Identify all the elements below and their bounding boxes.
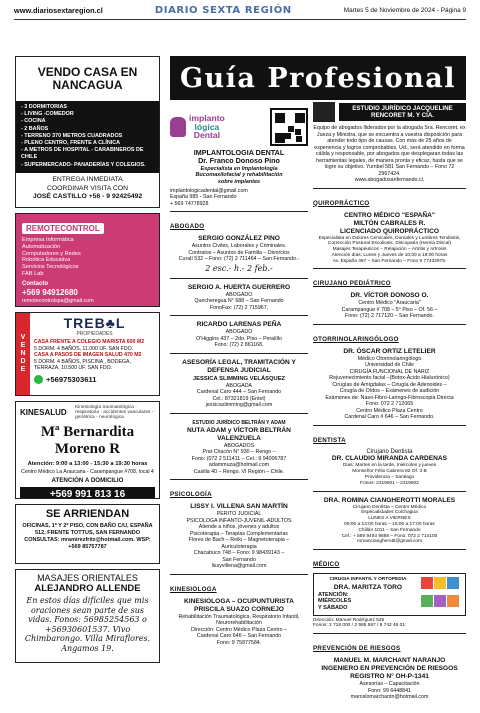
listing-name: KINESIOLOGA – OCUPUNTURISTA [184, 597, 294, 605]
listing-detail: TERRAZA, 10.500 UF. SAN FDO. [34, 365, 113, 372]
listing-line: FonoFax: (72) 2 715967. [209, 304, 269, 311]
classified-column [15, 56, 160, 668]
listing-priscila-suazo [170, 596, 308, 651]
listing-line: Exámenes de: Naso-Fibro-Laringo-Fibroscopia Directa [325, 394, 454, 401]
trebol-subtitle: PROPIEDADES [76, 331, 113, 337]
implanto-doctor: Dr. Franco Donoso Pino [198, 156, 280, 166]
trebol-listing [34, 339, 155, 352]
trebol-listing [34, 352, 155, 372]
feature-item: - SUPERMERCADO- PANADERÍAS Y COLEGIOS. [21, 161, 146, 168]
listing-name: DR. ÓSCAR ORTIZ LETELIER [343, 347, 436, 355]
listing-oscar-ortiz [313, 346, 466, 426]
trebol-phone[interactable]: +56975303611 [46, 374, 97, 384]
section-tag-psicologia: PSICOLOGÍA [170, 491, 212, 499]
listing-line: ABOGADO [225, 291, 253, 298]
listing-email[interactable]: marcelomarchantn@hotmail.com [350, 694, 429, 701]
guia-column-left [170, 104, 308, 653]
listing-line: ABOGADOS [223, 442, 255, 449]
ad-vendo-casa [15, 56, 160, 208]
listing-estudio-beltran [170, 417, 308, 481]
masajes-body: En estos días difíciles que mis oraciones sean parte de sus vidas. Fonos: 56985254563 o +56930601537. Vivo Chimbarongo. Villa Miraflores. Angamos 19. [24, 596, 151, 653]
service-item: FAB Lab [22, 270, 44, 277]
listing-line: 09:00 a 13:00 horas – 16:00 a 17:00 horas [344, 522, 435, 528]
section-tag-kinesiologa: KINESIOLOGA [170, 585, 217, 593]
listing-subname: JESSICA SLIMMING VELÁSQUEZ [192, 375, 286, 382]
trebol-body [30, 313, 159, 395]
listing-line: Cirujano Dentista [366, 448, 413, 455]
implanto-spec: sobre implantes [217, 179, 261, 185]
listing-line: INGENIERO EN PREVENCIÓN DE RIESGOS [321, 665, 458, 673]
listing-name: DR. CLAUDIO MIRANDA CARDENAS [331, 455, 448, 463]
listing-asesoria-legal [170, 357, 308, 414]
implanto-phone: + 569 74778928 [170, 200, 209, 207]
listing-line: Asuntos Civiles, Laborales y Criminales. [191, 243, 287, 250]
ad-casa-features [16, 101, 159, 173]
issue-date: Martes 5 de Noviembre de 2024 - Página 9 [343, 7, 466, 14]
listing-line: Rejuvenecimiento facial –(Botox-Ácido Hialurónico) [329, 375, 450, 382]
listing-line: Cardenal Caro 444 – San Fernando [196, 389, 282, 396]
kinesalud-home: ATENCIÓN A DOMICILIO [51, 477, 124, 485]
tooth-icon [170, 117, 186, 137]
masthead [14, 2, 466, 20]
listing-manuel-marchant [313, 655, 466, 705]
listing-line: LUNES A VIERNES [368, 516, 411, 522]
listing-subname: MILTÓN CABRALES R. [353, 219, 426, 227]
listing-line: Universidad de Chile [365, 362, 414, 369]
listing-line: Auriculoterapia [221, 543, 257, 550]
feature-item: - TERRENO 370 METROS CUADRADOS [21, 132, 123, 139]
listing-line: ATENCIÓN: [318, 591, 349, 598]
listing-subname: LICENCIADO QUIROPRÁCTICO [340, 227, 439, 235]
masajes-name: ALEJANDRO ALLENDE [34, 583, 141, 594]
vende-letter: E [20, 342, 26, 349]
listing-line: Y SÁBADO [318, 604, 348, 611]
section-tag-medico: MÉDICO [313, 561, 340, 569]
listing-implantologia [170, 104, 308, 212]
listing-line: Fonos: 2 718 000 / 2 585 597 / 9 742 46 01. [313, 623, 407, 629]
implanto-wordmark [189, 114, 225, 139]
remo-email: remotecontrolspa@gmail.com [22, 297, 94, 304]
masajes-title: MASAJES ORIENTALES [37, 573, 138, 583]
listing-email[interactable]: lissyvillena@gmail.com [211, 563, 267, 570]
listing-line: San Fernando [222, 556, 256, 563]
listing-line: Contratos – Asuntos de Familia – Divorcios [188, 249, 290, 256]
section-tag-pediatrico: CIRUJANO PEDIÁTRICO [313, 280, 391, 288]
listing-name: NUTA ADAM y VÍCTOR BELTRÁN VALENZUELA [187, 426, 291, 442]
section-tag-dentista: DENTISTA [313, 436, 346, 444]
kinesalud-phone[interactable]: +569 991 813 16 [20, 487, 155, 499]
feature-item: - PLENO CENTRO, FRENTE A CLÍNICA [21, 140, 121, 147]
listing-name: ASESORÍA LEGAL, TRAMITACIÓN Y DEFENSA JUDICIAL [182, 358, 296, 374]
listing-ricardo-larenas [170, 319, 308, 354]
listing-romina-cianghrotti [313, 495, 466, 551]
implanto-spec: Especialista en Implantología [200, 165, 278, 172]
listing-line: Carampangue # 708 – 5° Piso – Of. 56 – [341, 306, 438, 313]
vende-letter: V [20, 334, 26, 341]
listing-line: Quecheregua N° 688 – San Fernando [194, 298, 284, 305]
feature-item: - LIVING -COMEDOR [21, 111, 74, 118]
implanto-header: IMPLANTOLOGIA DENTAL [193, 148, 285, 157]
listing-claudio-miranda [313, 447, 466, 492]
guia-column-right [313, 100, 466, 708]
jur-title: ESTUDIO JURÍDICO JACQUELINE RENCORET M. Y CÍA. [339, 103, 466, 122]
listing-line: Asesorías – Capacitación [359, 681, 420, 688]
kinesalud-brand: KINESALUD [20, 408, 67, 417]
listing-line: Fono: (072 2 511411 – Cel.: 9 94006787 [191, 455, 287, 462]
maritza-info [318, 577, 418, 611]
listing-line: Cirugías de Amígdalas – Cirugía de Adenoides – [332, 381, 447, 388]
listing-header: ESTUDIO JURÍDICO BELTRÁN Y ADAM [192, 419, 286, 426]
feature-item: - 3 DORMITORIAS [21, 104, 68, 110]
ad-casa-title: VENDO CASA EN NANCAGUA [37, 65, 138, 92]
listing-sergio-gonzalez [170, 233, 308, 279]
listing-line: Cel.: + 569 9493 9888 – Fono: 072 2 714100 [341, 533, 438, 539]
maritza-box [313, 573, 466, 615]
implanto-logo-row [170, 106, 308, 149]
listing-line: Centro Médico "Araucaria" [358, 300, 421, 307]
service-item: Computadores y Redes [22, 250, 81, 257]
section-tag-otorrino: OTORRINOLARINGÓLOGO [313, 335, 399, 343]
listing-line: Chacabuco 748 – Fono: 9 98439143 – [193, 550, 285, 557]
listing-subname: PRISCILA SUAZO CORNEJO [194, 605, 284, 613]
listing-line: Fono: 99 6448841 [367, 687, 411, 694]
listing-line: Cirujano Dentista – Centro Médico [352, 504, 427, 510]
qr-code-icon[interactable] [270, 108, 308, 146]
feature-item: - A METROS DE HOSPITAL - CARABINEROS DE CHILE [21, 147, 144, 161]
listing-line: Fono: 9 75877584. [216, 639, 262, 646]
site-url[interactable]: www.diariosextaregion.cl [14, 6, 103, 15]
wordmark-line: Dental [193, 130, 221, 141]
whatsapp-icon [34, 375, 43, 384]
listing-name: RICARDO LARENAS PEÑA [196, 321, 282, 329]
section-tag-abogado: ABOGADO [170, 223, 205, 231]
listing-name: LISSY I. VILLENA SAN MARTÍN [190, 503, 288, 511]
listing-title: CASA FRENTE A COLEGIO MARISTA 600 M2 [34, 339, 145, 345]
listing-email[interactable]: adammuza@hotmail.com [208, 462, 270, 469]
feature-item: - COCINA [21, 118, 46, 125]
handwritten-note: 2 esc.- h.- 2 feb.- [205, 263, 273, 273]
listing-line: ABOGADO [225, 329, 253, 336]
listing-line: Especialidades Colchagua [361, 510, 418, 516]
listing-line: Prat Chacón N° 930 – Rengo – [202, 449, 276, 456]
kinesalud-center: Centro Médico La Araucaria - Carampangue #708, local 4 [21, 469, 154, 476]
section-tag-prevencion: PREVENCIÓN DE RIESGOS [313, 645, 401, 653]
children-drawing-icon [421, 577, 461, 611]
vende-letter: E [20, 366, 26, 373]
implanto-addr: España 985 - San Fernando [170, 194, 237, 201]
arriendan-title: SE ARRIENDAN [45, 508, 130, 520]
listing-line: Flores de Bach – Reiki – Magnetoterapia – [188, 537, 290, 544]
implanto-logo [170, 108, 264, 146]
ad-casa-line2: COORDINAR VISITA CON [46, 184, 129, 192]
listing-line: Rehabilitación Traumatológica, Respiratorio Infantil, Neurorehabilitación [178, 613, 300, 627]
listing-line: CIRUGIA INFANTIL Y ORTOPEDIA [329, 577, 407, 583]
listing-line: Días: Martes en la tarde, miércoles y jueves [342, 463, 437, 469]
ad-masajes [15, 569, 160, 663]
listing-line: Atención días: Lunes y Jueves de 10:00 a 18:00 horas [331, 252, 448, 258]
kinesalud-brand-sub: Kinesiología traumatológica - respiratoria - accidentes vasculares - geriátrica - neurológica [75, 405, 154, 420]
listing-line: Cirugía de Oídos – Exámenes de audición [339, 388, 440, 395]
arriendan-body: OFICINAS, 1º Y 2º PISO, CON BAÑO C/U, ESPAÑA 512, FRENTE TOTTUS, SAN FERNANDO CONSULTAS: mramirezfritz@hotmail.com. WSP: +569 85757787 [22, 523, 153, 550]
service-item: Automatización [22, 243, 61, 250]
listing-name: DRA. ROMINA CIANGHEROTTI MORALES [323, 496, 456, 504]
listing-email[interactable]: jessicaslimming@gmail.com [205, 402, 273, 409]
listing-line: Chillán 1011 – San Fernando [358, 527, 421, 533]
listing-line: Psicoterapia – Terapias Complementarias [190, 530, 288, 537]
listing-line: Cardenal Caro # 646 – San Fernando. [344, 414, 435, 421]
listing-detail: 5 DORM. 4 BAÑOS, 11.000 UF. SAN FDO. [34, 345, 134, 352]
listing-title: CASA A PASOS DE IMAGEN SALUD 470 M2 [34, 352, 142, 359]
listing-line: Casilla 40 – Rengo. VI Región – Chile. [193, 468, 285, 475]
jur-header [313, 102, 466, 122]
listing-line: Providencia – Santiago [364, 475, 415, 481]
remotecontrol-logo: REMOTECONTROL [22, 223, 104, 234]
vende-letter: N [20, 350, 26, 357]
guia-title: Guía Profesional [179, 62, 457, 94]
listing-name: MANUEL M. MARCHANT NARANJO [333, 657, 446, 665]
listing-sergio-huerta [170, 282, 308, 317]
wordmark-line: implanto [189, 113, 225, 124]
trebol-vende-band [16, 313, 30, 395]
listing-line: Masajes Terapéuticos – Relajación – Artritis y Artrosis [332, 247, 447, 253]
vende-letter: D [20, 358, 26, 365]
kinesalud-hours: Atención: 9:00 a 13:00 - 15:30 a 19:30 horas [27, 461, 148, 467]
listing-line: REGISTRO N° OH-P-1341 [350, 673, 429, 681]
listing-name: DRA. MARITZA TORO [333, 583, 403, 591]
law-firm-logo-icon [313, 102, 335, 122]
listing-line: Cardenal Caro 646 – San Fernando [196, 633, 282, 640]
listing-line: Monseñor Félix Cabrera 82 Of. 3 B [352, 469, 427, 475]
listing-name: SERGIO GONZÁLEZ PINO [198, 235, 280, 243]
ad-casa-footer [16, 173, 159, 202]
listing-line: Médico Otorrinolaringólogo [357, 355, 422, 362]
listing-victor-donoso [313, 290, 466, 325]
remo-phone: +569 94912680 [22, 287, 78, 297]
wordmark-line: lógica [194, 121, 220, 132]
ad-casa-contact: JOSÉ CASTILLO +56 - 9 92425492 [32, 193, 143, 201]
listing-line: ABOGADA [225, 382, 253, 389]
listing-line: Centro Médico Plaza Centro [356, 407, 423, 414]
ad-casa-line1: ENTREGA INMEDIATA [52, 176, 123, 183]
listing-name: DR. VÍCTOR DONOSO O. [350, 292, 429, 300]
remo-services [22, 237, 153, 278]
listing-line: PSICOLOGA INFANTO-JUVENIL-ADULTOS [186, 517, 292, 524]
listing-jacqueline-rencoret [313, 100, 466, 189]
listing-centro-espana [313, 210, 466, 270]
service-item: Servicios Tecnológicos [22, 264, 79, 271]
listing-line: Fono: 072 2 712065 [365, 401, 414, 408]
ad-remotecontrol [15, 213, 160, 307]
listing-line: O'Higgins 437 – 2do. Piso – Peralillo [196, 335, 282, 342]
ad-trebol [15, 312, 160, 396]
section-tag-quiropractico: QUIROPRÁCTICO [313, 199, 370, 207]
listing-line: Dirección: Manuel Rodríguez 525 [313, 617, 385, 623]
listing-maritza-toro [313, 571, 466, 634]
implanto-email[interactable]: implantologicadental@gmail.com [170, 187, 248, 194]
ad-se-arriendan [15, 504, 160, 564]
kinesalud-header [20, 405, 155, 420]
kinesalud-name: Mª Bernardita Moreno R [40, 424, 135, 457]
listing-name: CENTRO MÉDICO "ESPAÑA" [343, 211, 436, 219]
service-item: Robótica Educativa [22, 257, 71, 264]
listing-line: PERITO JUDICIAL [216, 511, 262, 518]
listing-line: CIRUGÍA FUNCIONAL DE NARIZ [349, 368, 430, 375]
jur-web[interactable]: www.abogadosanfernando.cl. [354, 177, 425, 183]
service-item: Empresa Informática [22, 237, 74, 243]
listing-line: MIÉRCOLES [318, 598, 352, 605]
guia-profesional-banner [170, 56, 466, 100]
listing-line: Av. España 467 – San Fernando – Fono 9 77432979. [332, 258, 447, 264]
listing-email[interactable]: romanciangherotti@gmail.com [356, 539, 423, 545]
trebol-phone-row [34, 375, 155, 384]
listing-line: Curalí 532 – Fono: (72) 2 711464 – San Fernando.- [178, 256, 300, 263]
listing-line: Fono: (72) 2 717120 – San Fernando. [345, 313, 434, 320]
implanto-spec: Bucomaxilofacial y rehabilitación [195, 172, 283, 179]
listing-line: Fono: (72) 2 861168. [214, 342, 264, 349]
listing-line: Especialista en Dolores Cervicales, Dorsales y Lumbres Tendinitis, Corrección Postural Escoliosis, Discopatía (Hernia Discal) [318, 235, 461, 247]
listing-lissy-villena [170, 501, 308, 575]
feature-item: - 2 BAÑOS [21, 125, 49, 132]
jur-body: Equipo de abogados lliderados por la abogada Sra. Rencoret, ex Jueza y Ministra, que se encuentra a vuestra disposición para atender todo tipo de causas. Con más de 25 años de experiencia y logros comprobables, Ud., será atendido en forma cálida y responsable, por abogados que desplegaran todas las herramientas legales, de manera pronta y eficaz, hasta que se logre su objetivo. Yumbel 581 San Fernando – Fono 72 2967424. [313, 125, 466, 177]
ad-kinesalud [15, 401, 160, 499]
listing-name: SERGIO A. HUERTA GUERRERO [187, 283, 291, 291]
listing-line: Atiende a niños, jóvenes y adultos [198, 524, 280, 531]
listing-line: Fonos: 2319601 – 2319602 [360, 480, 419, 486]
remo-contact-label: Contacto [22, 280, 48, 287]
trebol-logo: TREB♣L [63, 315, 126, 331]
listing-detail: 5 DORM. 4 BAÑOS, PISCINA , BODEGA, [34, 358, 131, 365]
listing-line: Dirección: Centro Médico Plaza Centro – [191, 626, 287, 633]
listing-line: Cel.: 87321819 (Entel) [212, 395, 266, 402]
newspaper-title: DIARIO SEXTA REGIÓN [154, 5, 292, 16]
